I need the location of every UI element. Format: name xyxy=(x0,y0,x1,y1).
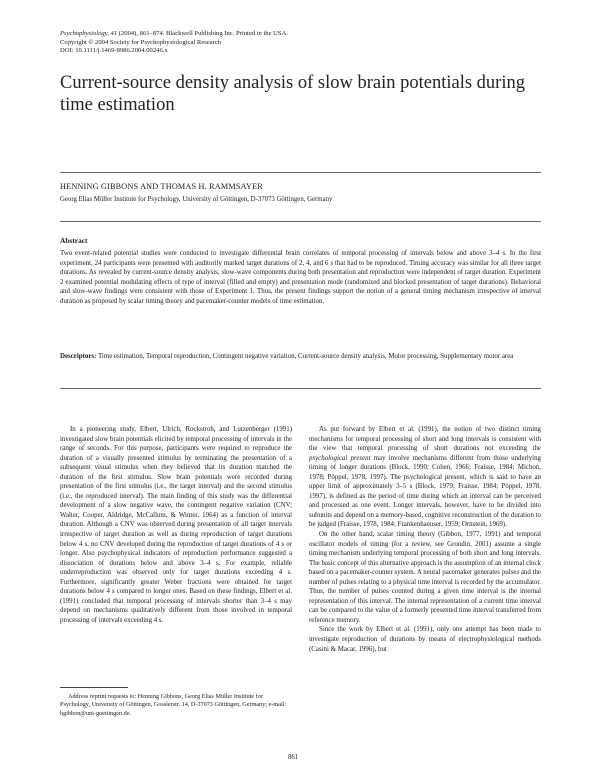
top-divider xyxy=(60,172,541,173)
article-title: Current-source density analysis of slow brain potentials during time estimation xyxy=(60,73,525,115)
body-column-left: In a pioneering study, Elbert, Ulrich, Rockstroh, and Lutzenberger (1991) investigated slow brain potentials elicited by temporal processing of intervals in the range of seconds. For this purpose, participants were required to reproduce the duration of a visually presented stimulus by terminating the presentation of a subsequent visual stimulus when they believed that its duration matched the duration of the first stimulus. Slow brain potentials were recorded during presentation of the first stimulus (i.e., the target interval) and the second stimulus (i.e., the reproduced interval). The main finding of this study was the differential development of a slow negative wave, the contingent negative variation (CNV; Walter, Cooper, Aldridge, McCallum, & Winter, 1964) as a function of interval duration. Although a CNV was observed during presentation of all target intervals irrespective of target duration as well as during reproduction of target durations below 4 s, no CNV developed during the reproduction of target durations of 4 s or longer. Also psychophysical indicators of reproduction performance suggested a dissociation of durations below and above 3–4 s. For example, reliable underreproduction was observed only for target durations exceeding 4 s. Furthermore, significantly greater Weber fractions were obtained for target durations below 4 s compared to longer ones. Based on these findings, Elbert et al. (1991) concluded that temporal processing of intervals shorter than 3–4 s may depend on mechanisms qualitatively different from those involved in temporal processing of intervals exceeding 4 s. xyxy=(60,426,292,624)
copyright-line: Copyright © 2004 Society for Psychophysiological Research xyxy=(60,38,222,46)
journal-citation: Psychophysiology, 41 (2004), 861–874. Blackwell Publishing Inc. Printed in the USA. xyxy=(60,30,289,37)
page-number: 861 xyxy=(288,754,299,761)
running-header xyxy=(60,30,288,56)
authors: HENNING GIBBONS AND THOMAS H. RAMMSAYER xyxy=(60,182,263,191)
journal-name: Psychophysiology, 41 xyxy=(60,30,118,37)
body-column-right xyxy=(309,425,541,654)
abstract-heading: Abstract xyxy=(60,236,88,245)
abstract-text: Two event-related potential studies were conducted to investigate differential brain correlates of temporal processing of intervals below and above 3–4 s. In the first experiment, 24 participants were presented with auditorily marked target durations of 2, 4, and 6 s that had to be reproduced. Timing accuracy was similar for all three target durations. As revealed by current-source density analysis, slow-wave components during both presentation and reproduction were independent of target duration. Experiment 2 examined potential modulating effects of type of interval (filled and empty) and presentation mode (randomized and blocked presentation of target durations). Behavioral and slow-wave findings were consistent with those of Experiment 1. Thus, the present findings support the notion of a general timing mechanism irrespective of interval duration as proposed by scalar timing theory and pacemaker-counter models of time estimation. xyxy=(60,250,541,305)
paragraph: On the other hand, scalar timing theory (Gibbon, 1977, 1991) and temporal oscillator models of timing (for a review, see Grondin, 2001) assume a single timing mechanism underlying temporal processing of both short and long intervals. The basic concept of this alternative approach is the assumption of an internal clock based on a pacemaker-counter system. A neural pacemaker generates pulses and the number of pulses relating to a physical time interval is recorded by the accumulator. Thus, the number of pulses counted during a given time interval is the internal representation of this interval. The internal representation of a current time interval can be compared to the value of a formerly presented time interval transferred from reference memory. xyxy=(309,531,541,624)
paragraph: Since the work by Elbert et al. (1991), only one attempt has been made to investigate reproduction of durations by means of electrophysiological methods (Casini & Macar, 1996), but xyxy=(309,626,541,653)
footnote-divider xyxy=(60,687,128,688)
emphasis: psychological present xyxy=(309,454,371,462)
abstract-divider xyxy=(60,221,541,222)
descriptors-list: Time estimation, Temporal reproduction, Contingent negative variation, Current-source density analysis, Motor processing, Supplementary motor area xyxy=(96,353,514,360)
descriptors xyxy=(60,352,541,362)
affiliation: Georg Elias Müller Institute for Psychology, University of Göttingen, D-37073 Göttingen, Germany xyxy=(60,196,333,203)
body-divider xyxy=(60,388,541,389)
paragraph: As put forward by Elbert et al. (1991), the notion of two distinct timing mechanisms for temporal processing of short and long intervals is consistent with the view that temporal processing of short durations not exceeding the psychological present may involve mechanisms different from those underlying timing of longer durations (Block, 1990; Cohen, 1966; Fraisse, 1984; Michon, 1978; Pöppel, 1978, 1997). The psychological present, which is said to have an upper limit of approximately 3–5 s (Block, 1979; Fraisse, 1984; Pöppel, 1978, 1997), is defined as the period of time during which an interval can be perceived and processed as one event. Longer intervals, however, have to be divided into subunits and depend on a memory-based, cognitive reconstruction of the duration to be judged (Fraisse, 1978, 1984; Frankenhaeuser, 1959; Ornstein, 1969). xyxy=(309,426,541,529)
descriptors-label: Descriptors: xyxy=(60,353,97,360)
doi-line: DOI: 10.1111/j.1469-8986.2004.00246.x xyxy=(60,47,168,55)
footnote: Address reprint requests to: Henning Gibbons, Georg Elias Müller Institute for Psychology, University of Göttingen, Gosslerstr. 14, D-37073 Göttingen, Germany; e-mail: hgibbon@uni-goettingen.de. xyxy=(60,693,287,717)
